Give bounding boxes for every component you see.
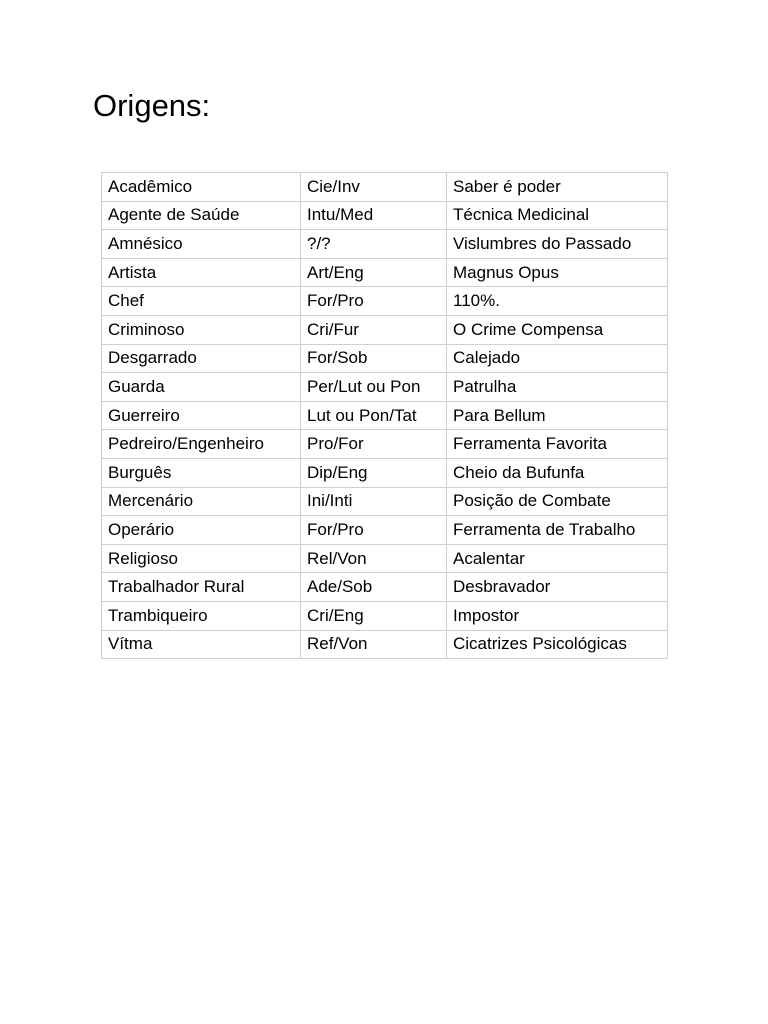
origin-power-cell: Acalentar: [447, 544, 668, 573]
origin-attributes-cell: Intu/Med: [301, 201, 447, 230]
origin-name-cell: Trambiqueiro: [102, 601, 301, 630]
origin-attributes-cell: Art/Eng: [301, 258, 447, 287]
origin-name-cell: Burguês: [102, 458, 301, 487]
origin-power-cell: Para Bellum: [447, 401, 668, 430]
table-row: [102, 315, 668, 344]
origin-name-cell: Vítma: [102, 630, 301, 659]
origin-name-cell: Agente de Saúde: [102, 201, 301, 230]
origin-attributes-cell: For/Pro: [301, 516, 447, 545]
table-row: [102, 344, 668, 373]
origins-table-body: [102, 173, 668, 659]
origin-power-cell: Ferramenta de Trabalho: [447, 516, 668, 545]
table-row: [102, 287, 668, 316]
table-row: [102, 430, 668, 459]
origin-name-cell: Chef: [102, 287, 301, 316]
origin-power-cell: Vislumbres do Passado: [447, 230, 668, 259]
table-row: [102, 401, 668, 430]
origin-name-cell: Acadêmico: [102, 173, 301, 202]
origin-power-cell: Patrulha: [447, 373, 668, 402]
table-row: [102, 630, 668, 659]
origin-attributes-cell: Cri/Eng: [301, 601, 447, 630]
origins-table: [101, 172, 668, 659]
table-row: [102, 601, 668, 630]
origin-name-cell: Criminoso: [102, 315, 301, 344]
origin-power-cell: O Crime Compensa: [447, 315, 668, 344]
table-row: [102, 258, 668, 287]
origin-name-cell: Desgarrado: [102, 344, 301, 373]
table-row: [102, 516, 668, 545]
table-row: [102, 373, 668, 402]
origin-name-cell: Operário: [102, 516, 301, 545]
origin-power-cell: Cicatrizes Psicológicas: [447, 630, 668, 659]
origin-attributes-cell: Rel/Von: [301, 544, 447, 573]
origin-power-cell: Posição de Combate: [447, 487, 668, 516]
origin-attributes-cell: Cri/Fur: [301, 315, 447, 344]
origin-power-cell: Magnus Opus: [447, 258, 668, 287]
origin-power-cell: Cheio da Bufunfa: [447, 458, 668, 487]
origin-name-cell: Religioso: [102, 544, 301, 573]
table-row: [102, 201, 668, 230]
table-row: [102, 173, 668, 202]
origin-power-cell: Saber é poder: [447, 173, 668, 202]
origin-attributes-cell: For/Sob: [301, 344, 447, 373]
origin-power-cell: Desbravador: [447, 573, 668, 602]
origin-attributes-cell: Per/Lut ou Pon: [301, 373, 447, 402]
table-row: [102, 230, 668, 259]
origin-name-cell: Mercenário: [102, 487, 301, 516]
origin-name-cell: Pedreiro/Engenheiro: [102, 430, 301, 459]
origin-power-cell: Impostor: [447, 601, 668, 630]
origin-attributes-cell: Pro/For: [301, 430, 447, 459]
origin-attributes-cell: Ade/Sob: [301, 573, 447, 602]
origin-name-cell: Amnésico: [102, 230, 301, 259]
origin-attributes-cell: Lut ou Pon/Tat: [301, 401, 447, 430]
origin-power-cell: 110%.: [447, 287, 668, 316]
table-row: [102, 544, 668, 573]
origin-attributes-cell: Dip/Eng: [301, 458, 447, 487]
origin-attributes-cell: Ini/Inti: [301, 487, 447, 516]
origin-name-cell: Artista: [102, 258, 301, 287]
table-row: [102, 487, 668, 516]
page-title: Origens:: [93, 88, 211, 123]
table-row: [102, 573, 668, 602]
origin-power-cell: Ferramenta Favorita: [447, 430, 668, 459]
table-row: [102, 458, 668, 487]
origin-name-cell: Guarda: [102, 373, 301, 402]
origin-name-cell: Guerreiro: [102, 401, 301, 430]
origin-power-cell: Calejado: [447, 344, 668, 373]
origin-attributes-cell: ?/?: [301, 230, 447, 259]
origin-attributes-cell: Ref/Von: [301, 630, 447, 659]
origin-attributes-cell: Cie/Inv: [301, 173, 447, 202]
origin-power-cell: Técnica Medicinal: [447, 201, 668, 230]
origin-name-cell: Trabalhador Rural: [102, 573, 301, 602]
origin-attributes-cell: For/Pro: [301, 287, 447, 316]
